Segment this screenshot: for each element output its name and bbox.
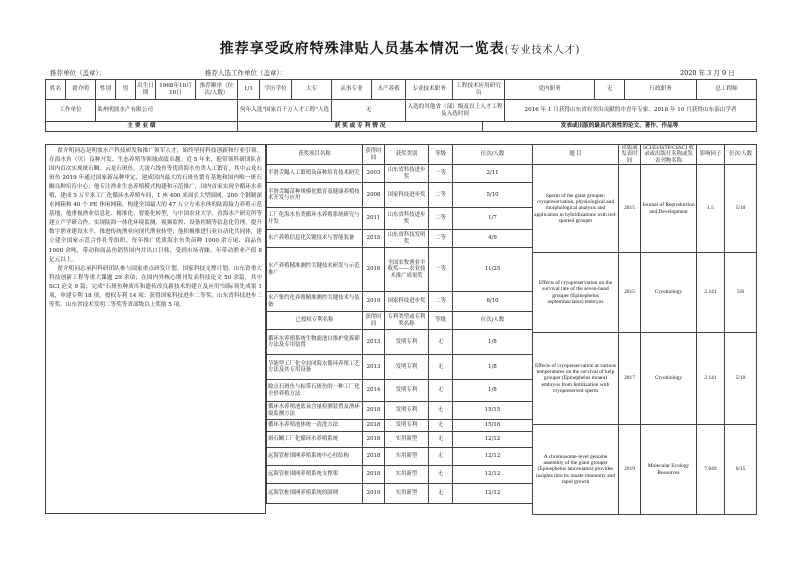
- table-cell: 鲶点石斑鱼与棕带石斑鱼的一种工厂化全价养殖方法: [267, 380, 363, 402]
- table-cell: 2008: [363, 183, 385, 208]
- patents-col-rank: 位次/人数: [453, 312, 533, 330]
- table-cell: 6/15: [725, 425, 757, 515]
- edu-label: 学历学位: [260, 80, 292, 100]
- table-cell: 斑石鲷工厂化循环水养殖系统: [267, 432, 363, 448]
- table-cell: Journal of Reproduction and Development: [641, 165, 697, 253]
- person-unit-label: 推荐人选工作单位（盖章）：: [205, 69, 287, 77]
- achievements-header: 主 要 业 绩: [46, 122, 238, 132]
- table-cell: 远海管桩围网养殖系统中心柱结构: [267, 448, 363, 466]
- birth-label: 出生日期: [136, 80, 156, 100]
- table-cell: 水产养殖精准测控关键技术研发与示范推广: [267, 248, 363, 292]
- table-cell: 无: [429, 380, 453, 402]
- table-cell: 1/7: [453, 208, 533, 230]
- title-suffix: (专业技术人才): [504, 45, 581, 56]
- table-row: [267, 466, 533, 484]
- table-cell: 无: [429, 402, 453, 420]
- table-cell: 山东省科技进步奖: [385, 165, 429, 183]
- patents-col-type: 专利类型或专利奖名称: [385, 312, 429, 330]
- admin-label: 行政职务: [625, 80, 697, 100]
- table-row: [267, 248, 533, 292]
- edu-value: 大专: [292, 80, 332, 100]
- table-cell: 实用新型: [385, 432, 429, 448]
- table-cell: 2013: [363, 355, 385, 380]
- table-cell: 二等: [429, 230, 453, 248]
- table-row: [267, 208, 533, 230]
- papers-table: [532, 144, 757, 515]
- achievements-para-1: 翟介明同志是明波水产科技研发和推广领军人才，始终坚持科技创新和行业引领，在海水鱼（贝）良种开发、生态养殖等领域成绩卓越。近 5 年来，他带领科研团队在国内首次实现斑石鲷、云龙石斑鱼、大泷六线鱼等优质海水鱼类人工繁育，其中云龙石斑鱼 2019 年通过国家新品种审定，建成国内最大的石斑鱼繁育基地和国内唯一斑石鲷良种培育中心；他专注渔业生态养殖模式构建和示范推广，国内首家实现全循环水养殖，建成 5 万平米工厂化循环水养殖车间，1 座 400 米周长大型围网、200 个钢制深水网箱和 40 个 PE 休闲网箱，构建全国最大的 47 万立方米水体的陆海接力养殖示范基地，他重视渔业信息化、精准化、智能化转型，与中国农业大学、青海水产研究所等建立产学研合作，实现陆海一体化环境监测、视频监控、设备控制等信息化管理，提升数字渔业建设水平，推进传统渔业向现代渔业转型；他积极推进行业自动化共同体，建立建全国家示范合作社等组织，每年推广优质海水鱼类苗种 1000 余万尾、商品鱼 1000 余吨，带动和商品鱼销售国内并出口日韩，受到市场青睐，年带动渔业产值 8 亿元以上。: [49, 148, 262, 263]
- table-cell: 发明专利: [385, 420, 429, 432]
- gender-value: 男: [116, 80, 136, 100]
- admin-value: 总工程师: [697, 80, 757, 100]
- table-cell: 二等: [429, 183, 453, 208]
- table-cell: 2018: [363, 402, 385, 420]
- table-cell: 1.5: [697, 165, 725, 253]
- basic-info-table: [45, 79, 757, 132]
- table-row: [267, 330, 533, 355]
- table-cell: 二等: [429, 208, 453, 230]
- papers-col-rank: 位次/人数: [725, 145, 757, 165]
- table-cell: 15/15: [453, 402, 533, 420]
- table-cell: Cryobiology: [641, 333, 697, 425]
- awards-col-name: 获奖项目名称: [267, 145, 363, 165]
- table-cell: 12/12: [453, 448, 533, 466]
- table-cell: 1/8: [453, 380, 533, 402]
- table-row: [267, 402, 533, 420]
- rank-value: 1/1: [238, 80, 260, 100]
- talent-value: 无: [332, 100, 406, 122]
- table-cell: 5/10: [725, 333, 757, 425]
- table-cell: Sperm of the giant grouper: cryopreservation, physiological and morphological analysis and application in hybridizations with red-spotted grouper: [533, 165, 619, 253]
- other-talent-label: 入选的其他省（部）级及以上人才工程及入选时间: [406, 100, 505, 122]
- table-row: [533, 253, 757, 333]
- table-cell: 2015: [363, 230, 385, 248]
- table-cell: Effects of cryopreservation on the survival rate of the seven-band grouper (Epinephelus septemfasciatus) embryos: [533, 253, 619, 333]
- talent-label: 何年入选"国家百千万人才工程"人选: [238, 100, 332, 122]
- table-cell: 5/10: [453, 183, 533, 208]
- table-cell: 2014: [363, 380, 385, 402]
- table-cell: 7.049: [697, 425, 725, 515]
- table-cell: 发明专利: [385, 402, 429, 420]
- table-cell: 5/8: [725, 253, 757, 333]
- table-cell: 2011: [363, 208, 385, 230]
- table-cell: 12/12: [453, 432, 533, 448]
- table-cell: 发明专利: [385, 355, 429, 380]
- table-cell: 远海管桩围网养殖系统支撑架: [267, 466, 363, 484]
- papers-col-year: 出版或发表时间: [619, 145, 641, 165]
- table-cell: 11/25: [453, 248, 533, 292]
- patents-col-year: 获得时间: [363, 312, 385, 330]
- table-cell: 无: [429, 330, 453, 355]
- awards-col-year: 获得时间: [363, 145, 385, 165]
- table-cell: A chromosome-level genome assembly of the giant grouper (Epinephelus lanceolatus) provides insights into its innate immunity and rapid growth: [533, 425, 619, 515]
- achievements-para-2: 翟介明同志承担科研团队参与国家重点研发计划、国家科技支撑计划、山东省重大科技创新工程等重大课题 29 余项；在国内外核心期刊发表科技论文 50 余篇，其中 SCI 论文 9 篇；完成"石斑鱼种质库和遗传改良新技术的建立及应用"国际领先成果 1 项，审建专利 18 项，授权专利 14 项；获得国家科技进步二等奖、山东省科技进步二等奖、山东省技术发明二等奖等省部级以上奖励 5 项。: [49, 265, 262, 308]
- table-cell: 无: [429, 355, 453, 380]
- rank-label: 推荐顺序（位次/人数）: [196, 80, 238, 100]
- field-value: 水产养殖: [372, 80, 406, 100]
- table-cell: 循环水养殖池底氧含量检测装置及渔环境监测方法: [267, 402, 363, 420]
- awards-col-category: 获奖类别: [385, 145, 429, 165]
- table-cell: 发明专利: [385, 380, 429, 402]
- tech-title-value: 工程技术应用研究员: [453, 80, 505, 100]
- table-row: [533, 333, 757, 425]
- table-row: [267, 380, 533, 402]
- table-cell: 实用新型: [385, 448, 429, 466]
- table-cell: 国家科技进步奖: [385, 292, 429, 312]
- table-cell: 山东省科技进步奖: [385, 208, 429, 230]
- patents-col-name: 已授权专利名称: [267, 312, 363, 330]
- table-cell: 无: [429, 484, 453, 504]
- table-row: [267, 183, 533, 208]
- table-cell: 无: [429, 448, 453, 466]
- table-cell: 半滑舌鳎苗种规模化繁育及健康养殖技术开发与应用: [267, 183, 363, 208]
- table-cell: 工厂化海水鱼类循环水养殖系统研究与开发: [267, 208, 363, 230]
- table-cell: 2/11: [453, 165, 533, 183]
- other-talent-value: 2016 年 1 月获得山东省有突出贡献的中青年专家、2018 年 10 月获得山东泰山学者: [505, 100, 757, 122]
- table-cell: 2018: [363, 466, 385, 484]
- table-cell: 节能型工厂化全封闭海水循环养殖工艺方法及其专用设备: [267, 355, 363, 380]
- table-row: [533, 165, 757, 253]
- table-cell: 无: [429, 420, 453, 432]
- achievements-text: [45, 144, 266, 514]
- unit-label: 工作单位: [46, 100, 96, 122]
- gender-label: 性别: [96, 80, 116, 100]
- table-cell: Effects of cryopreservation at various temperatures on the survival of kelp grouper (Epinephelus moara) embryos from fertilization with cryopreserved sperm: [533, 333, 619, 425]
- papers-col-journal: SCI/EI/ISTP/CSSCI 收录或出版社名称或发表刊物名称: [641, 145, 697, 165]
- table-cell: 2019: [619, 425, 641, 515]
- table-row: [267, 420, 533, 432]
- table-cell: 远海管桩围网养殖系统的围网: [267, 484, 363, 504]
- table-cell: 一等: [429, 248, 453, 292]
- party-value: 无: [595, 80, 625, 100]
- table-row: [267, 484, 533, 504]
- table-cell: 1/8: [453, 355, 533, 380]
- report-date: 2020 年 3 月 9 日: [680, 69, 735, 77]
- table-cell: 2013: [363, 330, 385, 355]
- table-cell: 2003: [363, 165, 385, 183]
- tech-title-label: 专业技术职务: [406, 80, 453, 100]
- table-row: [267, 292, 533, 312]
- table-cell: 12/12: [453, 466, 533, 484]
- table-cell: 5/10: [725, 165, 757, 253]
- table-cell: 循环水养殖池体统一清洗方法: [267, 420, 363, 432]
- name-label: 姓名: [46, 80, 66, 100]
- table-cell: 2.141: [697, 333, 725, 425]
- table-cell: 2016: [363, 248, 385, 292]
- table-row: [533, 425, 757, 515]
- table-cell: 15/16: [453, 420, 533, 432]
- birth-value: 1968年10月10日: [156, 80, 196, 100]
- table-cell: 2015: [619, 165, 641, 253]
- table-row: [267, 448, 533, 466]
- table-cell: 2015: [619, 253, 641, 333]
- table-cell: 实用新型: [385, 466, 429, 484]
- table-cell: 12/12: [453, 484, 533, 504]
- awards-col-rank: 位次/人数: [453, 145, 533, 165]
- table-cell: 2019: [363, 292, 385, 312]
- table-cell: 2019: [363, 484, 385, 504]
- papers-header: 发表或出版的最具代表性的论文、著作、作品等: [483, 122, 757, 132]
- table-cell: 无: [429, 432, 453, 448]
- table-cell: 无: [429, 466, 453, 484]
- table-cell: 2018: [363, 420, 385, 432]
- table-cell: 实用新型: [385, 484, 429, 504]
- table-cell: 半滑舌鳎人工繁殖及苗种培育技术研究: [267, 165, 363, 183]
- recommend-unit-label: 推荐单位（盖章）：: [50, 69, 106, 77]
- table-cell: 2.141: [697, 253, 725, 333]
- table-cell: 2018: [363, 432, 385, 448]
- table-cell: 国家科技进步奖: [385, 183, 429, 208]
- table-cell: 1/8: [453, 330, 533, 355]
- table-cell: 山东省科技发明奖: [385, 230, 429, 248]
- table-cell: 一等: [429, 165, 453, 183]
- table-cell: 二等: [429, 292, 453, 312]
- table-cell: 2018: [363, 448, 385, 466]
- table-cell: 水产集约化养殖精准测控关键技术与装备: [267, 292, 363, 312]
- table-cell: 4/9: [453, 230, 533, 248]
- page-title: [0, 38, 800, 58]
- table-row: [267, 355, 533, 380]
- unit-value: 莱州明波水产有限公司: [96, 100, 238, 122]
- table-row: [267, 165, 533, 183]
- awards-header: 获 奖 或 专 利 情 况: [238, 122, 483, 132]
- awards-table: [266, 144, 533, 504]
- table-cell: 发明专利: [385, 330, 429, 355]
- table-cell: 2017: [619, 333, 641, 425]
- table-cell: Molecular Ecology Resources: [641, 425, 697, 515]
- table-cell: 循环水养殖系统生物滤池自推护免拆卸方法及专用装置: [267, 330, 363, 355]
- papers-col-if: 影响因子: [697, 145, 725, 165]
- table-row: [267, 230, 533, 248]
- table-cell: Cryobiology: [641, 253, 697, 333]
- papers-col-title: 题 目: [533, 145, 619, 165]
- table-cell: 全国农牧渔业丰收奖——农业技术推广成果奖: [385, 248, 429, 292]
- name-value: 翟介明: [66, 80, 96, 100]
- table-cell: 8/10: [453, 292, 533, 312]
- party-label: 党内职务: [505, 80, 595, 100]
- table-row: [267, 432, 533, 448]
- patents-col-level: 等级: [429, 312, 453, 330]
- title-text: 推荐享受政府特殊津贴人员基本情况一览表: [219, 41, 505, 57]
- awards-col-level: 等级: [429, 145, 453, 165]
- field-label: 从事专业: [332, 80, 372, 100]
- table-cell: 水产养殖信息化关键技术与智能装备: [267, 230, 363, 248]
